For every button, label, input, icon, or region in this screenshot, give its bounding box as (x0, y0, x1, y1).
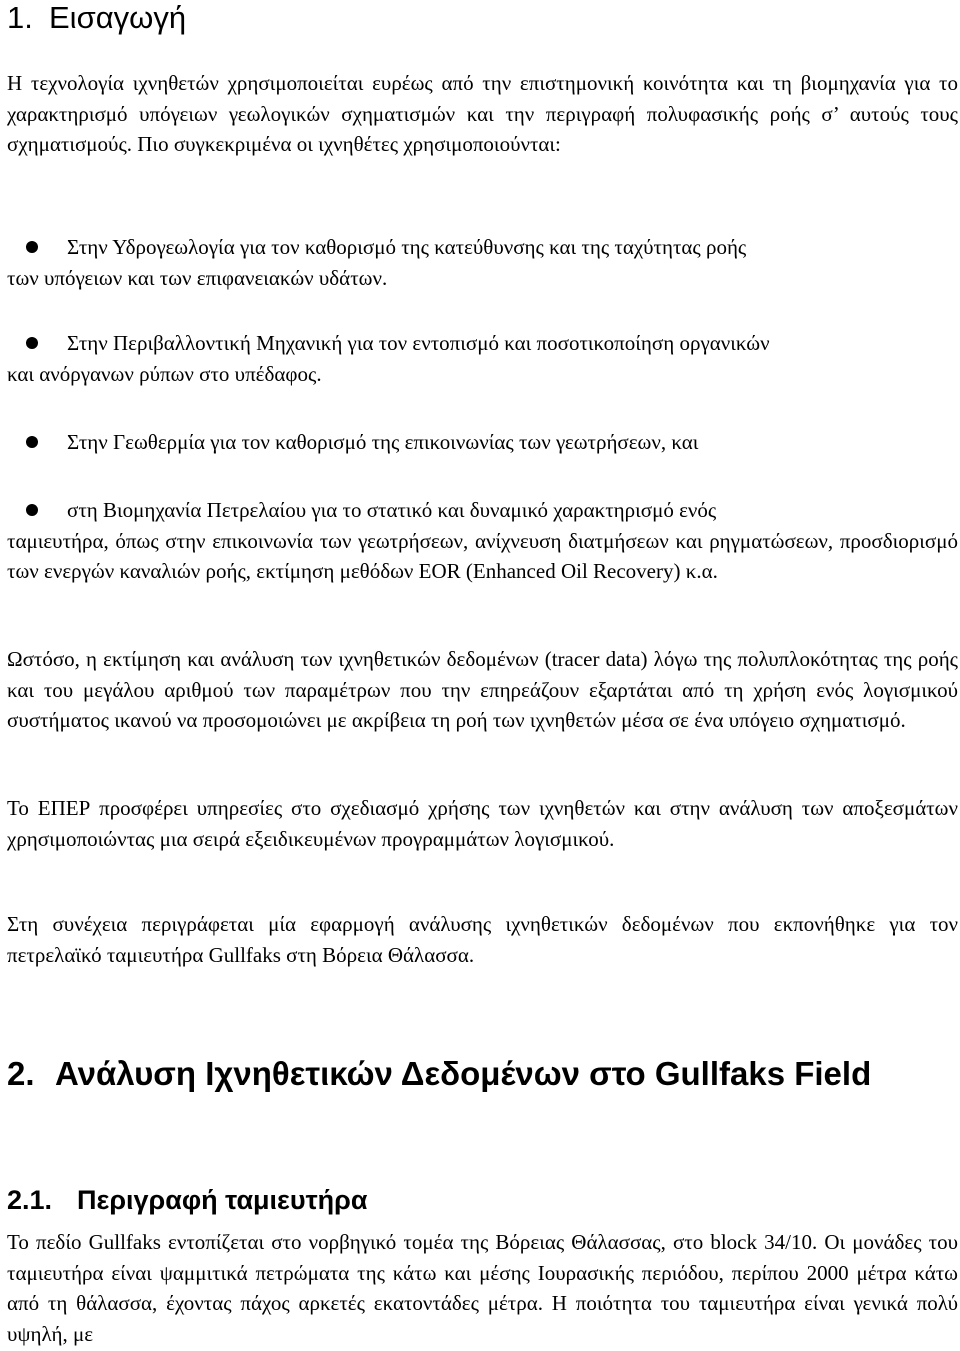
bullet-icon (26, 504, 38, 516)
list-item-first-line: στη Βιομηχανία Πετρελαίου για το στατικό και δυναμικό χαρακτηρισμό ενός (67, 498, 717, 522)
list-item-first-line: Στην Περιβαλλοντική Μηχανική για τον εντοπισμό και ποσοτικοποίηση οργανικών (67, 331, 770, 355)
list-item-continuation: ταμιευτήρα, όπως στην επικοινωνία των γεωτρήσεων, ανίχνευση διατμήσεων και ρηγματώσεων, προσδιορισμό των ενεργών καναλιών ροής, εκτίμηση μεθόδων EOR (Enhanced Oil Recovery) κ.α. (7, 528, 958, 583)
section-2-heading (7, 1055, 871, 1093)
list-item (7, 328, 958, 389)
paragraph-gullfaks-application: Στη συνέχεια περιγράφεται μία εφαρμογή ανάλυσης ιχνηθετικών δεδομένων που εκπονήθηκε για τον πετρελαϊκό ταμιευτήρα Gullfaks στη Βόρεια Θάλασσα. (7, 912, 958, 967)
bullet-icon (26, 436, 38, 448)
paragraph-eper-services: Το ΕΠΕΡ προσφέρει υπηρεσίες στο σχεδιασμό χρήσης των ιχνηθετών και στην ανάλυση των αποξεσμάτων χρησιμοποιώντας μια σειρά εξειδικευμένων προγραμμάτων λογισμικού. (7, 796, 958, 851)
intro-paragraph: Η τεχνολογία ιχνηθετών χρησιμοποιείται ευρέως από την επιστημονική κοινότητα και τη βιομηχανία για το χαρακτηρισμό υπόγειων γεωλογικών σχηματισμών και την περιγραφή πολυφασικής ροής σ’ αυτούς τους σχηματισμούς. Πιο συγκεκριμένα οι ιχνηθέτες χρησιμοποιούνται: (7, 71, 958, 156)
section-1-heading (7, 0, 186, 36)
section-2-1-heading (7, 1184, 367, 1216)
list-item-first-line: Στην Γεωθερμία για τον καθορισμό της επικοινωνίας των γεωτρήσεων, και (67, 430, 699, 454)
bullet-icon (26, 337, 38, 349)
section-2-title: Ανάλυση Ιχνηθετικών Δεδομένων στο Gullfaks Field (55, 1055, 872, 1092)
section-2-1-number: 2.1. (7, 1185, 53, 1215)
list-item-continuation: των υπόγειων και των επιφανειακών υδάτων. (7, 265, 388, 290)
section-2-1-title: Περιγραφή ταμιευτήρα (77, 1185, 368, 1215)
list-item (7, 232, 958, 293)
section-1-title: Εισαγωγή (49, 0, 187, 35)
section-2-number: 2. (7, 1055, 35, 1092)
list-item-continuation: και ανόργανων ρύπων στο υπέδαφος. (7, 361, 322, 386)
list-item-first-line: Στην Υδρογεωλογία για τον καθορισμό της κατεύθυνσης και της ταχύτητας ροής (67, 235, 747, 259)
section-1-number: 1. (7, 0, 33, 35)
bullet-icon (26, 241, 38, 253)
paragraph-tracer-analysis: Ωστόσο, η εκτίμηση και ανάλυση των ιχνηθετικών δεδομένων (tracer data) λόγω της πολυπλοκότητας της ροής και του μεγάλου αριθμού των παραμέτρων που την επηρεάζουν εξαρτάται από τη χρήση ενός λογισμικού συστήματος ικανού να προσομοιώνει με ακρίβεια τη ροή των ιχνηθετών μέσα σε ένα υπόγειο σχηματισμό. (7, 647, 958, 732)
list-item (7, 427, 958, 458)
paragraph-reservoir-description: Το πεδίο Gullfaks εντοπίζεται στο νορβηγικό τομέα της Βόρειας Θάλασσας, στο block 34/10. Οι μονάδες του ταμιευτήρα είναι ψαμμιτικά πετρώματα της κάτω και μέσης Ιουρασικής περιόδου, περίπου 2000 μέτρα κάτω από τη θάλασσα, έχοντας πάχος αρκετές εκατοντάδες μέτρα. Η ποιότητα του ταμιευτήρα είναι γενικά πολύ υψηλή, με (7, 1230, 958, 1346)
list-item (7, 495, 958, 587)
